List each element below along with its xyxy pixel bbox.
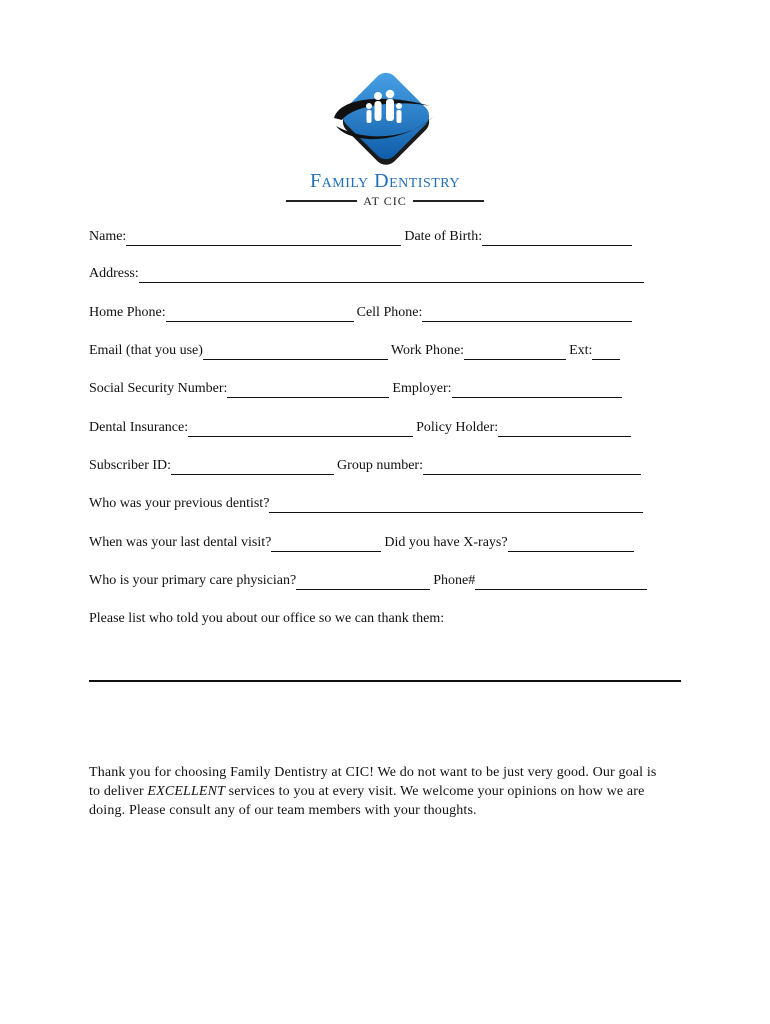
physician-label: Who is your primary care physician? [89,573,297,588]
email-label: Email (that you use) [89,343,203,358]
name-field[interactable] [126,231,401,246]
name-label: Name: [89,229,127,244]
thank-you-emphasis: EXCELLENT [147,784,226,799]
ssn-row [89,380,625,398]
last-visit-row [89,534,637,552]
subscriber-label: Subscriber ID: [89,458,172,473]
email-row [89,342,623,360]
brand-subtitle [286,193,484,209]
ssn-label: Social Security Number: [89,381,228,396]
previous-dentist-label: Who was your previous dentist? [89,496,270,511]
ext-field[interactable] [592,345,620,360]
subscriber-row [89,457,644,475]
address-row [89,265,647,283]
phone-label: Phone# [433,573,476,588]
dob-label: Date of Birth: [404,229,483,244]
work-phone-label: Work Phone: [390,343,465,358]
physician-row [89,572,650,590]
phone-row [89,304,635,322]
xrays-field[interactable] [508,537,634,552]
ssn-field[interactable] [227,383,389,398]
policy-holder-label: Policy Holder: [416,420,499,435]
divider [413,200,484,202]
insurance-field[interactable] [188,422,413,437]
brand-subtitle-text: AT CIC [363,193,407,208]
home-phone-label: Home Phone: [89,305,166,320]
address-field[interactable] [139,268,644,283]
xrays-label: Did you have X-rays? [384,535,508,550]
policy-holder-field[interactable] [498,422,631,437]
dob-field[interactable] [482,231,632,246]
employer-field[interactable] [452,383,622,398]
previous-dentist-field[interactable] [269,498,643,513]
group-field[interactable] [423,460,641,475]
family-dentistry-logo [330,66,440,166]
previous-dentist-row [89,495,646,513]
email-field[interactable] [203,345,388,360]
thank-you-text-2: services to you at every visit. We welcome your opinions on how we are doing. Please consult any of our team members with your thoughts. [89,784,645,818]
brand-name: Family Dentistry [310,170,460,192]
cell-phone-field[interactable] [422,307,632,322]
last-visit-label: When was your last dental visit? [89,535,272,550]
physician-field[interactable] [296,575,430,590]
last-visit-field[interactable] [271,537,381,552]
work-phone-field[interactable] [464,345,566,360]
thank-you-text-1: Thank you for choosing Family Dentistry at CIC! We do not want to be just very good. Our goal is to deliver [89,765,657,799]
referral-answer-line[interactable] [89,680,681,682]
group-label: Group number: [337,458,423,473]
thank-you-note [89,763,669,820]
subscriber-field[interactable] [171,460,334,475]
insurance-row [89,419,634,437]
referral-label: Please list who told you about our office so we can thank them: [89,611,445,626]
cell-phone-label: Cell Phone: [356,305,423,320]
address-label: Address: [89,266,139,281]
insurance-label: Dental Insurance: [89,420,189,435]
referral-row [89,610,444,628]
physician-phone-field[interactable] [475,575,647,590]
employer-label: Employer: [392,381,452,396]
name-row [89,228,635,246]
home-phone-field[interactable] [166,307,354,322]
ext-label: Ext: [569,343,593,358]
divider [286,200,357,202]
